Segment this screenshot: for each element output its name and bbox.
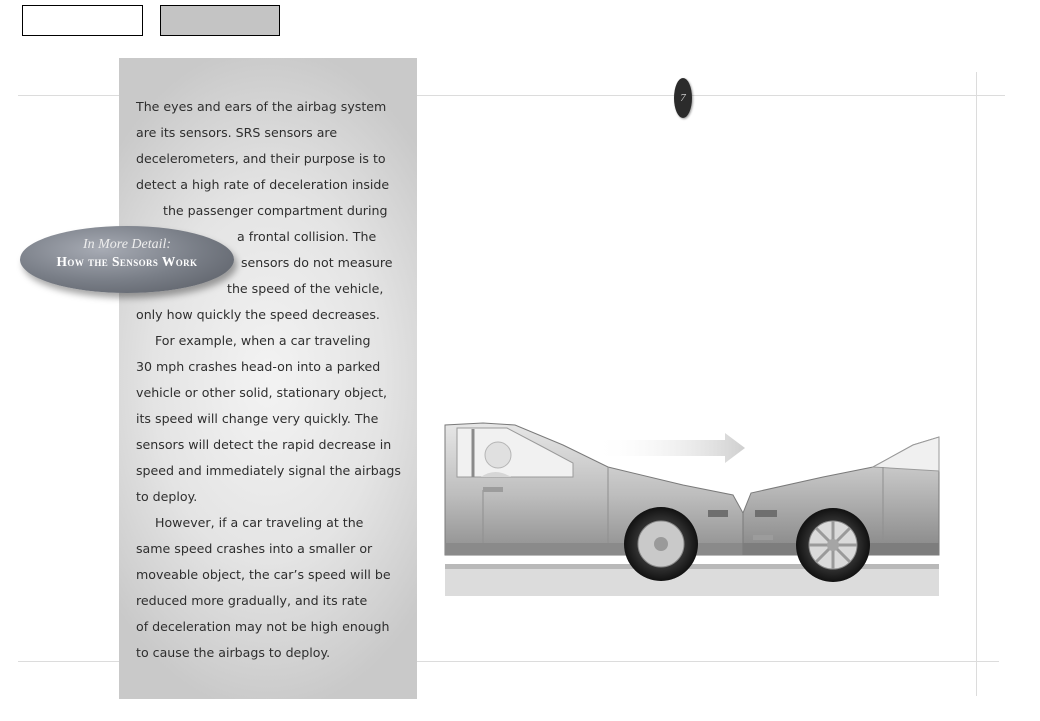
- text-line: to deploy.: [136, 489, 198, 504]
- road-edge: [445, 564, 939, 569]
- toolbar-button-2[interactable]: [160, 5, 280, 36]
- top-rule-left: [18, 95, 119, 96]
- text-line: only how quickly the speed decreases.: [136, 307, 380, 322]
- text-line: For example, when a car traveling: [155, 333, 371, 348]
- right-car-wheel: [796, 508, 870, 582]
- text-line: its speed will change very quickly. The: [136, 411, 379, 426]
- toolbar-button-1[interactable]: [22, 5, 143, 36]
- text-line: vehicle or other solid, stationary object,: [136, 385, 388, 400]
- callout-prefix: In More Detail:: [82, 237, 172, 252]
- page-number-badge: 7: [674, 78, 692, 118]
- text-line: 30 mph crashes head-on into a parked: [136, 359, 381, 374]
- text-line: sensors will detect the rapid decrease in: [136, 437, 392, 452]
- article-panel: [119, 58, 417, 699]
- text-line: of deceleration may not be high enough: [136, 619, 390, 634]
- text-line: However, if a car traveling at the: [155, 515, 364, 530]
- text-line: sensors do not measure: [241, 255, 393, 270]
- text-line: a frontal collision. The: [237, 229, 377, 244]
- car-collision-illustration: [443, 415, 941, 598]
- text-line: to cause the airbags to deploy.: [136, 645, 331, 660]
- road-surface: [445, 568, 939, 596]
- text-line: decelerometers, and their purpose is to: [136, 151, 386, 166]
- top-rule-right: [417, 95, 1005, 96]
- text-line: The eyes and ears of the airbag system: [136, 99, 387, 114]
- text-line: the speed of the vehicle,: [227, 281, 384, 296]
- text-line: reduced more gradually, and its rate: [136, 593, 368, 608]
- right-margin-rule: [976, 72, 977, 696]
- text-line: are its sensors. SRS sensors are: [136, 125, 338, 140]
- arrow-right-icon: [593, 433, 745, 463]
- text-line: detect a high rate of deceleration inside: [136, 177, 390, 192]
- text-line: speed and immediately signal the airbags: [136, 463, 401, 478]
- left-car-wheel: [624, 507, 698, 581]
- text-line: the passenger compartment during: [163, 203, 388, 218]
- text-line: same speed crashes into a smaller or: [136, 541, 373, 556]
- callout-title: How the Sensors Work: [56, 254, 198, 269]
- text-line: moveable object, the car’s speed will be: [136, 567, 391, 582]
- bottom-rule-right: [417, 661, 999, 662]
- bottom-rule-left: [18, 661, 119, 662]
- section-callout: [20, 226, 234, 293]
